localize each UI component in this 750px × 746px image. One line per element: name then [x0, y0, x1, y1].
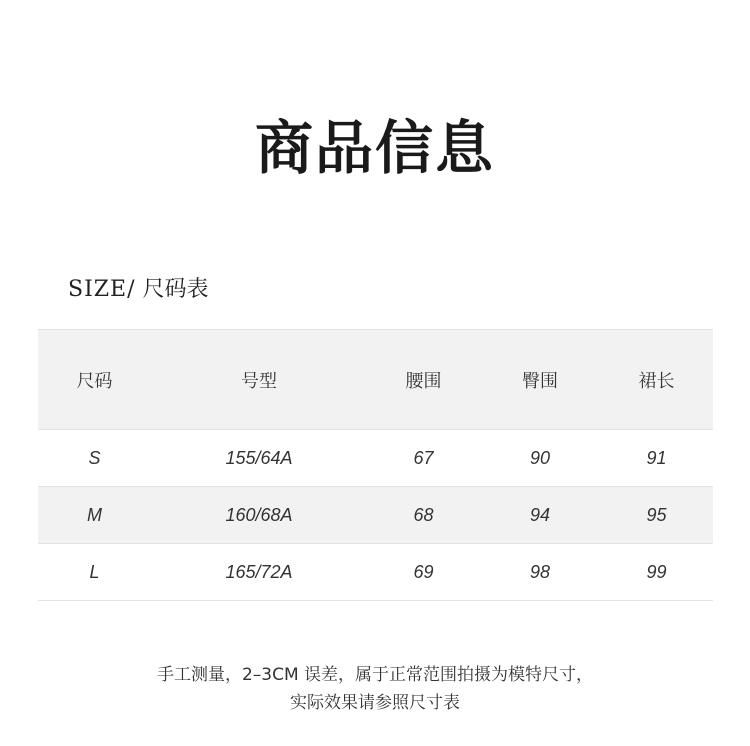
cell-skirt-length: 95: [600, 487, 713, 544]
table-row: [38, 544, 713, 601]
header-waist: 腰围: [367, 330, 480, 430]
cell-hip: 98: [480, 544, 600, 601]
cell-size: M: [38, 487, 151, 544]
table-row: [38, 487, 713, 544]
size-heading-en: SIZE/: [68, 277, 136, 302]
header-size: 尺码: [38, 330, 151, 430]
size-table: [38, 329, 713, 601]
table-row: [38, 430, 713, 487]
note-line-2: 实际效果请参照尺寸表: [290, 693, 460, 713]
cell-waist: 67: [367, 430, 480, 487]
size-heading-zh: 尺码表: [142, 277, 209, 302]
table-header-row: [38, 330, 713, 430]
page-title: 商品信息: [254, 114, 495, 182]
measurement-note: [0, 661, 750, 717]
header-skirt-length: 裙长: [600, 330, 713, 430]
cell-model: 160/68A: [151, 487, 367, 544]
cell-hip: 94: [480, 487, 600, 544]
cell-waist: 69: [367, 544, 480, 601]
cell-skirt-length: 91: [600, 430, 713, 487]
cell-waist: 68: [367, 487, 480, 544]
note-line-1: 手工测量，2–3CM 误差，属于正常范围拍摄为模特尺寸，: [156, 665, 594, 685]
cell-hip: 90: [480, 430, 600, 487]
cell-skirt-length: 99: [600, 544, 713, 601]
cell-model: 165/72A: [151, 544, 367, 601]
header-model: 号型: [151, 330, 367, 430]
cell-size: L: [38, 544, 151, 601]
header-hip: 臀围: [480, 330, 600, 430]
cell-model: 155/64A: [151, 430, 367, 487]
size-chart-heading: [68, 274, 209, 306]
cell-size: S: [38, 430, 151, 487]
